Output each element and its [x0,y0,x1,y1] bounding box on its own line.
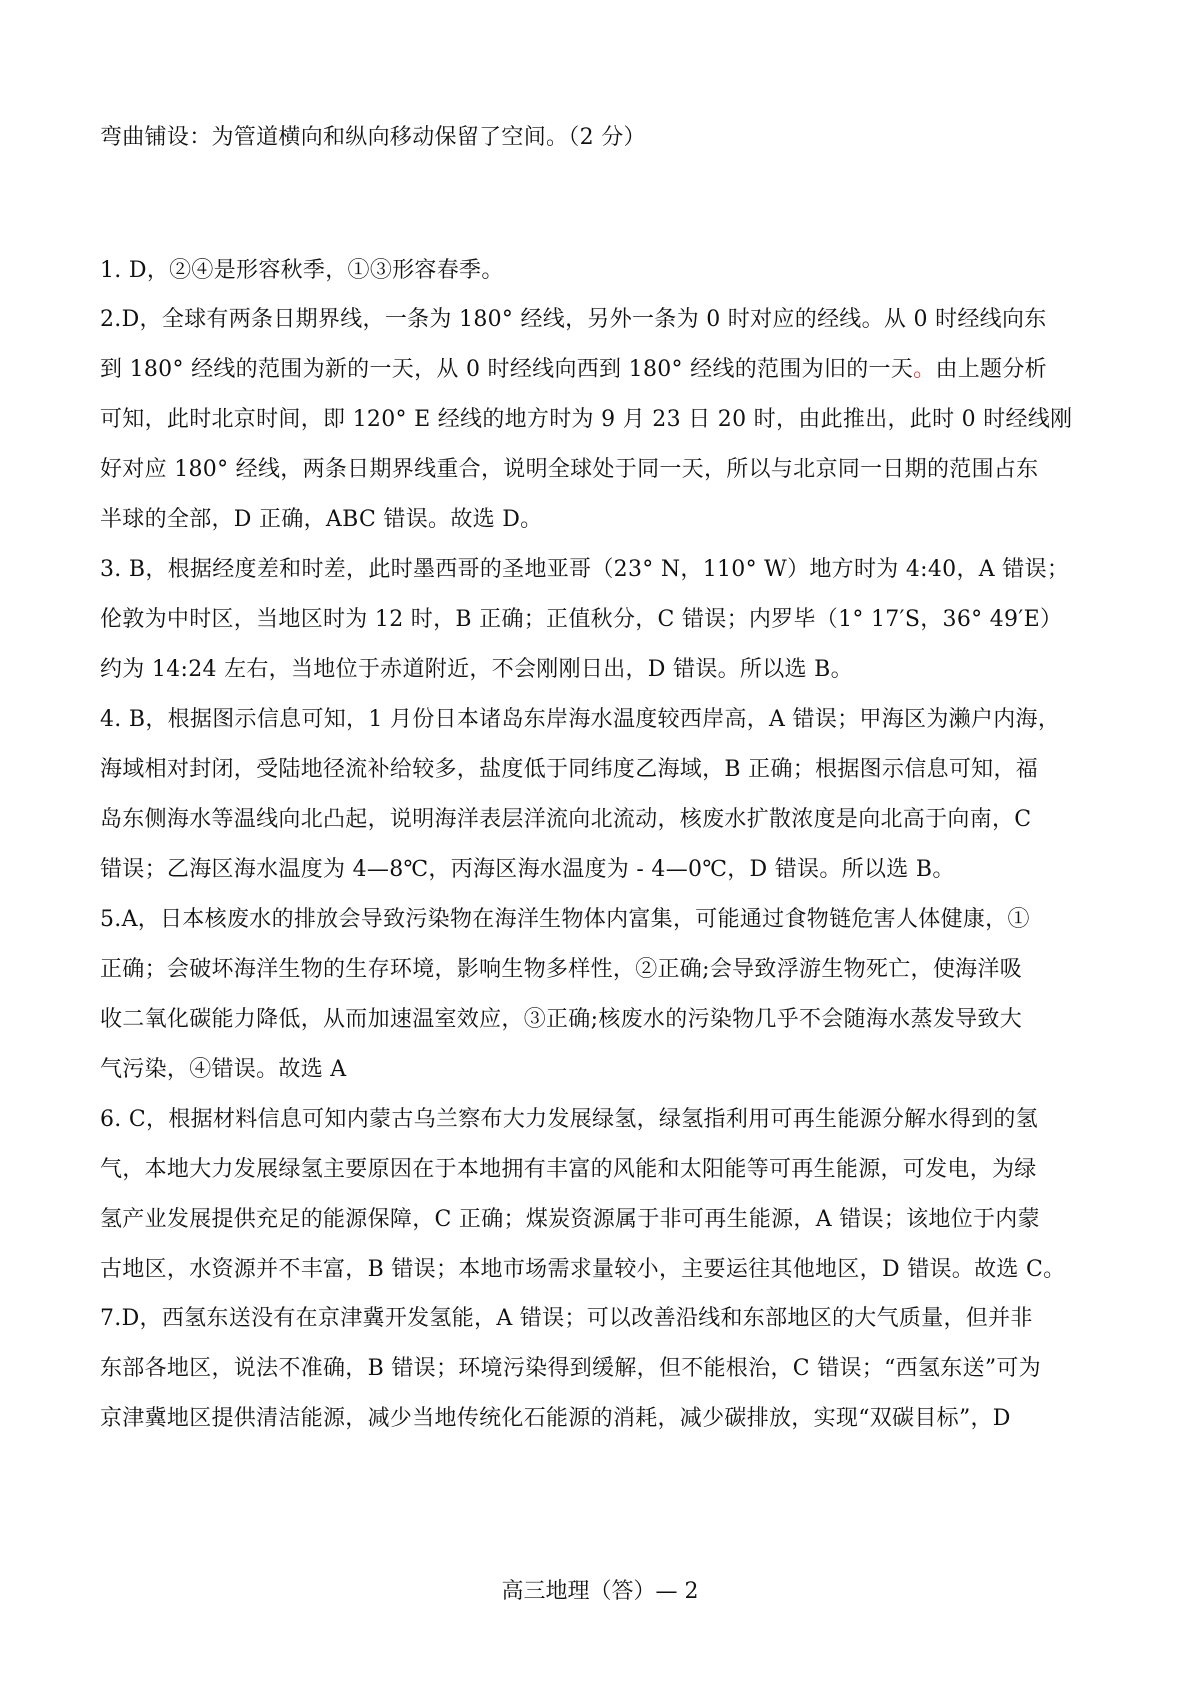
answer-2-line-3: 可知，此时北京时间，即 120° E 经线的地方时为 9 月 23 日 20 时，由此推出，此时 0 时经线刚 [100,407,1073,432]
answer-3-line-3: 约为 14:24 左右，当地位于赤道附近，不会刚刚日出，D 错误。所以选 B。 [100,657,853,682]
answer-6-line-3: 氢产业发展提供充足的能源保障，C 正确；煤炭资源属于非可再生能源，A 错误；该地位于内蒙 [100,1207,1040,1232]
answer-2-line-5: 半球的全部，D 正确，ABC 错误。故选 D。 [100,507,543,532]
answer-6-line-4: 古地区，水资源并不丰富，B 错误；本地市场需求量较小，主要运往其他地区，D 错误。故选 C。 [100,1257,1066,1282]
answer-7-line-3: 京津冀地区提供清洁能源，减少当地传统化石能源的消耗，减少碳排放，实现“双碳目标”，D [100,1406,1011,1431]
page-footer: 高三地理（答）— 2 [501,1579,699,1604]
answer-5-line-4: 气污染，④错误。故选 A [100,1057,347,1082]
answer-2-line-4: 好对应 180° 经线，两条日期界线重合，说明全球处于同一天，所以与北京同一日期的范围占东 [100,457,1039,482]
answer-4-line-4: 错误；乙海区海水温度为 4—8℃，丙海区海水温度为 - 4—0℃，D 错误。所以选 B。 [100,857,955,882]
answer-2-line-1: 2.D，全球有两条日期界线，一条为 180° 经线，另外一条为 0 时对应的经线。从 0 时经线向东 [100,307,1047,332]
answer-4-line-2: 海域相对封闭，受陆地径流补给较多，盐度低于同纬度乙海域，B 正确；根据图示信息可知，福 [100,757,1039,782]
intro-line: 弯曲铺设：为管道横向和纵向移动保留了空间。（2 分） [100,125,646,150]
answer-3-line-1: 3. B，根据经度差和时差，此时墨西哥的圣地亚哥（23° N，110° W）地方时为 4:40，A 错误； [100,557,1070,582]
answer-2-line-2 [100,355,1100,385]
answer-5-line-1: 5.A，日本核废水的排放会导致污染物在海洋生物体内富集，可能通过食物链危害人体健康，① [100,907,1030,932]
answer-1-line-1: 1. D，②④是形容秋季，①③形容春季。 [100,258,504,283]
answer-7-line-1: 7.D，西氢东送没有在京津冀开发氢能，A 错误；可以改善沿线和东部地区的大气质量，但并非 [100,1306,1033,1331]
answer-6-line-2: 气，本地大力发展绿氢主要原因在于本地拥有丰富的风能和太阳能等可再生能源，可发电，为绿 [100,1157,1037,1182]
answer-4-line-3: 岛东侧海水等温线向北凸起，说明海洋表层洋流向北流动，核废水扩散浓度是向北高于向南，C [100,807,1032,832]
answer-6-line-1: 6. C，根据材料信息可知内蒙古乌兰察布大力发展绿氢，绿氢指利用可再生能源分解水得到的氢 [100,1107,1039,1132]
answer-5-line-2: 正确；会破坏海洋生物的生存环境，影响生物多样性，②正确;会导致浮游生物死亡，使海洋吸 [100,957,1023,982]
answer-2-text-part-2: 由上题分析 [935,357,1047,382]
red-period-mark: 。 [913,357,936,382]
answer-2-text-part-1: 到 180° 经线的范围为新的一天，从 0 时经线向西到 180° 经线的范围为旧的一天 [100,357,914,382]
answer-7-line-2: 东部各地区，说法不准确，B 错误；环境污染得到缓解，但不能根治，C 错误；“西氢东送”可为 [100,1356,1041,1381]
answer-5-line-3: 收二氧化碳能力降低，从而加速温室效应，③正确;核废水的污染物几乎不会随海水蒸发导致大 [100,1007,1023,1032]
answer-3-line-2: 伦敦为中时区，当地区时为 12 时，B 正确；正值秋分，C 错误；内罗毕（1° 17′S，36° 49′E） [100,607,1063,632]
answer-4-line-1: 4. B，根据图示信息可知，1 月份日本诸岛东岸海水温度较西岸高，A 错误；甲海区为濑户内海， [100,707,1061,732]
